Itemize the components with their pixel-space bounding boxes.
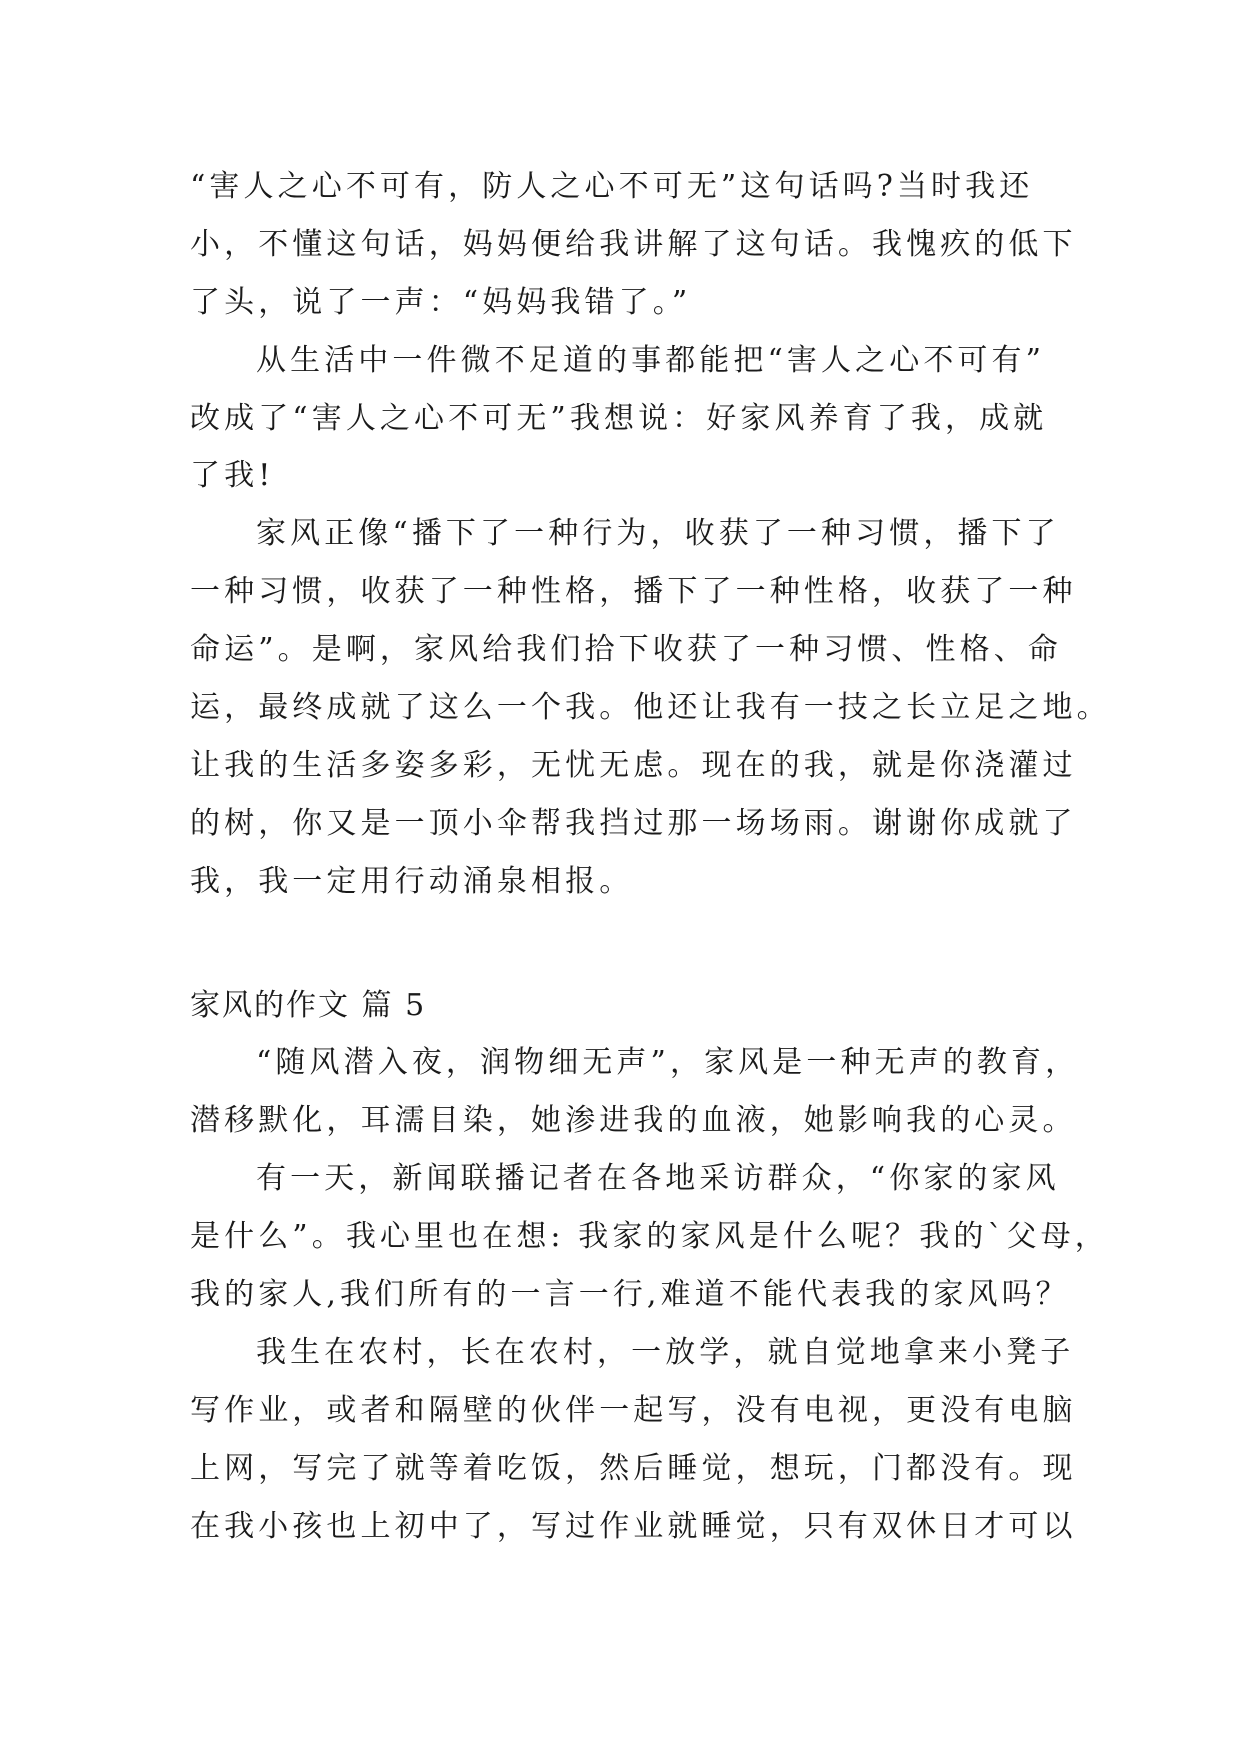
text-line: 一种习惯，收获了一种性格，播下了一种性格，收获了一种 [190, 574, 1077, 610]
text-line: 从生活中一件微不足道的事都能把“害人之心不可有” [256, 342, 1046, 378]
paragraph [190, 332, 1050, 506]
text-line: 有一天，新闻联播记者在各地采访群众，“你家的家风 [256, 1161, 1060, 1197]
paragraph [190, 158, 1077, 332]
previous-section [190, 158, 1111, 911]
paragraph [190, 1034, 1080, 1150]
text-line: 命运”。是啊，家风给我们拾下收获了一种习惯、性格、命 [190, 632, 1062, 668]
paragraph [190, 1324, 1077, 1556]
text-line: 运，最终成就了这么一个我。他还让我有一技之长立足之地。 [190, 690, 1111, 726]
text-line: “害人之心不可有，防人之心不可无”这句话吗?当时我还 [190, 169, 1034, 204]
text-line: 我生在农村，长在农村，一放学，就自觉地拿来小凳子 [256, 1334, 1075, 1370]
text-line: 在我小孩也上初中了，写过作业就睡觉，只有双休日才可以 [190, 1508, 1077, 1544]
text-line: 的树，你又是一顶小伞帮我挡过那一场场雨。谢谢你成就了 [190, 805, 1077, 841]
paragraph [190, 505, 1111, 910]
section-gap [190, 911, 1050, 977]
text-line: 上网，写完了就等着吃饭，然后睡觉，想玩，门都没有。现 [190, 1450, 1077, 1486]
text-line: “随风潜入夜，润物细无声”，家风是一种无声的教育， [256, 1045, 1080, 1081]
text-line: 潜移默化，耳濡目染，她渗进我的血液，她影响我的心灵。 [190, 1103, 1077, 1139]
section-5 [190, 977, 1109, 1556]
text-line: 家风正像“播下了一种行为，收获了一种习惯，播下了 [256, 516, 1060, 552]
text-line: 我，我一定用行动涌泉相报。 [190, 863, 634, 899]
document-page [190, 158, 1111, 1555]
text-line: 小，不懂这句话，妈妈便给我讲解了这句话。我愧疚的低下 [190, 226, 1077, 262]
text-line: 改成了“害人之心不可无”我想说：好家风养育了我，成就 [190, 400, 1048, 436]
paragraph [190, 1150, 1109, 1324]
text-line: 让我的生活多姿多彩，无忧无虑。现在的我，就是你浇灌过 [190, 747, 1077, 783]
text-line: 了头，说了一声：“妈妈我错了。” [190, 284, 692, 320]
text-line: 写作业，或者和隔壁的伙伴一起写，没有电视，更没有电脑 [190, 1392, 1077, 1428]
text-line: 是什么”。我心里也在想: 我家的家风是什么呢？我的`父母， [190, 1219, 1109, 1255]
text-line: 了我! [190, 458, 275, 494]
text-line: 我的家人,我们所有的一言一行,难道不能代表我的家风吗？ [190, 1277, 1070, 1313]
section-heading: 家风的作文 篇 5 [190, 987, 427, 1023]
